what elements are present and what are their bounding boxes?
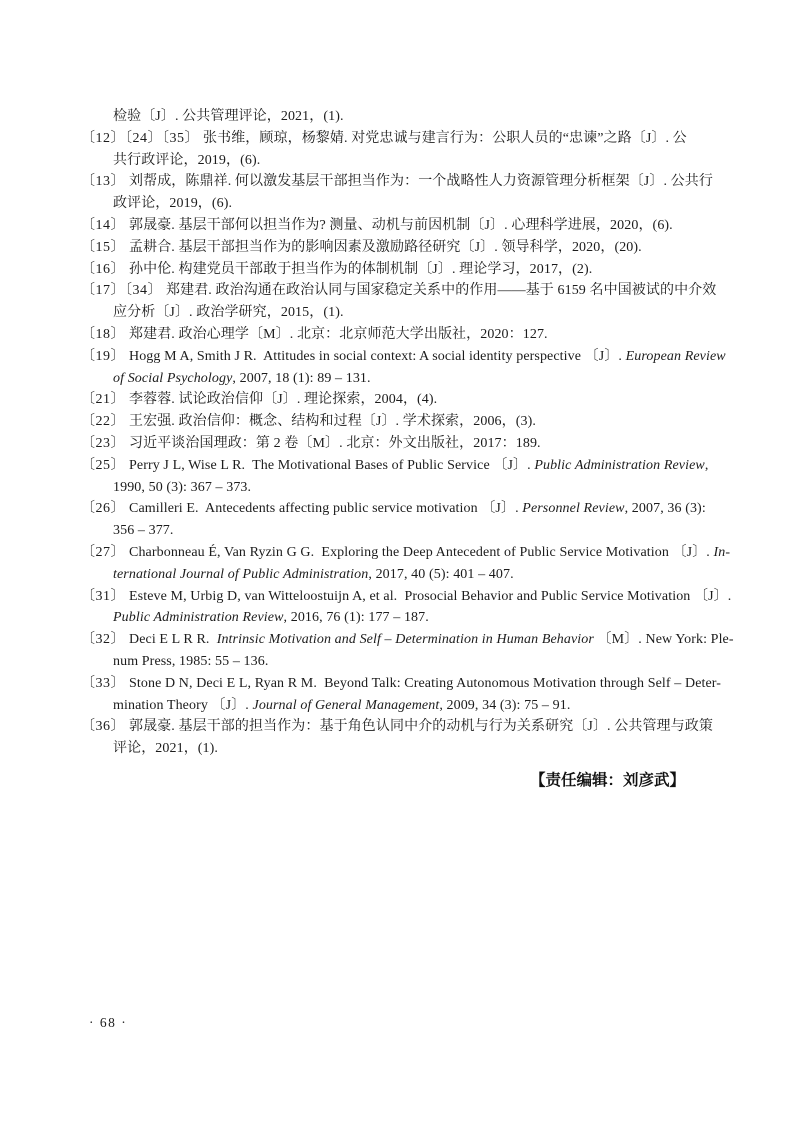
reference-text: , 2017, 40 (5): 401 – 407. bbox=[368, 566, 514, 582]
journal-title-italic: In- bbox=[713, 544, 731, 560]
reference-line bbox=[81, 346, 746, 368]
reference-text: Charbonneau É, Van Ryzin G G. Exploring the Deep Antecedent of Public Service Motivation 〔J〕. bbox=[129, 544, 714, 560]
reference-number: 〔27〕 bbox=[81, 544, 129, 560]
editor-credit: 【责任编辑：刘彦武】 bbox=[529, 772, 685, 789]
reference-text: 郭晟豪. 基层干部何以担当作为? 测量、动机与前因机制〔J〕. 心理科学进展，2020，(6). bbox=[129, 217, 673, 233]
reference-line bbox=[81, 498, 746, 520]
reference-continuation-line bbox=[81, 520, 746, 542]
reference-continuation-line bbox=[81, 564, 746, 586]
reference-line bbox=[81, 542, 746, 564]
reference-number: 〔22〕 bbox=[81, 414, 129, 430]
reference-text: mination Theory 〔J〕. bbox=[113, 697, 253, 713]
reference-line bbox=[81, 215, 746, 237]
reference-text: Stone D N, Deci E L, Ryan R M. Beyond Talk: Creating Autonomous Motivation through Self – Deter- bbox=[129, 675, 722, 691]
reference-number: 〔18〕 bbox=[81, 326, 129, 342]
reference-number: 〔19〕 bbox=[81, 348, 129, 364]
reference-text: 检验〔J〕. 公共管理评论，2021，(1). bbox=[113, 109, 344, 124]
reference-continuation-line bbox=[81, 193, 746, 215]
reference-line bbox=[81, 324, 746, 346]
reference-continuation-line bbox=[81, 477, 746, 499]
reference-text: 评论，2021，(1). bbox=[113, 741, 219, 757]
reference-number: 〔25〕 bbox=[81, 457, 129, 473]
reference-line bbox=[81, 237, 746, 259]
reference-continuation-line bbox=[81, 695, 746, 717]
reference-number: 〔32〕 bbox=[81, 632, 129, 648]
reference-text: 孙中伦. 构建党员干部敢于担当作为的体制机制〔J〕. 理论学习，2017，(2). bbox=[129, 261, 593, 277]
reference-text: 王宏强. 政治信仰：概念、结构和过程〔J〕. 学术探索，2006，(3). bbox=[129, 414, 536, 430]
reference-text: Perry J L, Wise L R. The Motivational Bases of Public Service 〔J〕. bbox=[129, 457, 535, 473]
reference-list bbox=[81, 106, 746, 760]
journal-title-italic: of Social Psychology bbox=[113, 370, 233, 386]
reference-continuation-line bbox=[81, 302, 746, 324]
reference-number: 〔33〕 bbox=[81, 675, 129, 691]
reference-number: 〔26〕 bbox=[81, 501, 129, 517]
journal-title-italic: European Review bbox=[625, 348, 726, 364]
reference-text: Camilleri E. Antecedents affecting public service motivation 〔J〕. bbox=[129, 501, 523, 517]
reference-text: 习近平谈治国理政：第 2 卷〔M〕. 北京：外文出版社，2017：189. bbox=[129, 435, 541, 451]
reference-text: Esteve M, Urbig D, van Witteloostuijn A, et al. Prosocial Behavior and Public Service Motivation 〔J〕. bbox=[129, 588, 732, 604]
reference-line bbox=[81, 673, 746, 695]
reference-number: 〔17〕〔34〕 bbox=[81, 283, 166, 299]
journal-title-italic: Journal of General Management bbox=[252, 697, 440, 713]
reference-line bbox=[81, 629, 746, 651]
reference-line bbox=[81, 106, 746, 128]
reference-text: 郑建君. 政治沟通在政治认同与国家稳定关系中的作用——基于 6159 名中国被试的中介效 bbox=[166, 283, 717, 299]
reference-text: , bbox=[704, 457, 709, 473]
reference-line bbox=[81, 389, 746, 411]
reference-number: 〔21〕 bbox=[81, 392, 129, 408]
reference-text: 共行政评论，2019，(6). bbox=[113, 152, 261, 168]
reference-text: 356 – 377. bbox=[113, 523, 174, 539]
journal-title-italic: Public Administration Review bbox=[534, 457, 705, 473]
page-number: · 68 · bbox=[89, 1015, 128, 1030]
reference-line bbox=[81, 259, 746, 281]
reference-number: 〔16〕 bbox=[81, 261, 129, 277]
reference-number: 〔23〕 bbox=[81, 435, 129, 451]
reference-text: , 2007, 36 (3): bbox=[624, 501, 706, 517]
reference-line bbox=[81, 455, 746, 477]
reference-text: num Press, 1985: 55 – 136. bbox=[113, 653, 269, 669]
journal-title-italic: Intrinsic Motivation and Self – Determination in Human Behavior bbox=[216, 632, 594, 648]
reference-continuation-line bbox=[81, 651, 746, 673]
reference-number: 〔15〕 bbox=[81, 239, 129, 255]
journal-title-italic: ternational Journal of Public Administration bbox=[113, 566, 369, 582]
reference-text: 1990, 50 (3): 367 – 373. bbox=[113, 479, 252, 495]
reference-text: , 2007, 18 (1): 89 – 131. bbox=[232, 370, 371, 386]
reference-continuation-line bbox=[81, 368, 746, 390]
reference-line bbox=[81, 433, 746, 455]
reference-text: Hogg M A, Smith J R. Attitudes in social context: A social identity perspective 〔J〕. bbox=[129, 348, 626, 364]
reference-text: 李蓉蓉. 试论政治信仰〔J〕. 理论探索，2004，(4). bbox=[129, 392, 438, 408]
reference-text: Deci E L R R. bbox=[129, 632, 217, 648]
reference-text: 郑建君. 政治心理学〔M〕. 北京：北京师范大学出版社，2020：127. bbox=[129, 326, 548, 342]
reference-line bbox=[81, 280, 746, 302]
reference-text: , 2009, 34 (3): 75 – 91. bbox=[439, 697, 571, 713]
reference-number: 〔14〕 bbox=[81, 217, 129, 233]
reference-text: 张书维，顾琼，杨黎婧. 对党忠诚与建言行为：公职人员的“忠谏”之路〔J〕. 公 bbox=[203, 130, 687, 146]
reference-text: , 2016, 76 (1): 177 – 187. bbox=[283, 610, 429, 626]
reference-line bbox=[81, 128, 746, 150]
reference-text: 〔M〕. New York: Ple- bbox=[593, 632, 734, 648]
reference-text: 郭晟豪. 基层干部的担当作为：基于角色认同中介的动机与行为关系研究〔J〕. 公共管理与政策 bbox=[129, 719, 713, 735]
reference-line bbox=[81, 171, 746, 193]
reference-line bbox=[81, 586, 746, 608]
reference-continuation-line bbox=[81, 150, 746, 172]
reference-number: 〔12〕〔24〕〔35〕 bbox=[81, 130, 203, 146]
reference-line bbox=[81, 411, 746, 433]
reference-number: 〔31〕 bbox=[81, 588, 129, 604]
reference-line bbox=[81, 716, 746, 738]
reference-number: 〔36〕 bbox=[81, 719, 129, 735]
reference-text: 政评论，2019，(6). bbox=[113, 196, 233, 212]
reference-text: 孟耕合. 基层干部担当作为的影响因素及激励路径研究〔J〕. 领导科学，2020，(20). bbox=[129, 239, 642, 255]
reference-continuation-line bbox=[81, 738, 746, 760]
journal-title-italic: Public Administration Review bbox=[113, 610, 284, 626]
reference-number: 〔13〕 bbox=[81, 174, 129, 190]
journal-title-italic: Personnel Review bbox=[522, 501, 625, 517]
reference-text: 刘帮成，陈鼎祥. 何以激发基层干部担当作为：一个战略性人力资源管理分析框架〔J〕. 公共行 bbox=[129, 174, 713, 190]
reference-text: 应分析〔J〕. 政治学研究，2015，(1). bbox=[113, 305, 344, 321]
reference-continuation-line bbox=[81, 607, 746, 629]
